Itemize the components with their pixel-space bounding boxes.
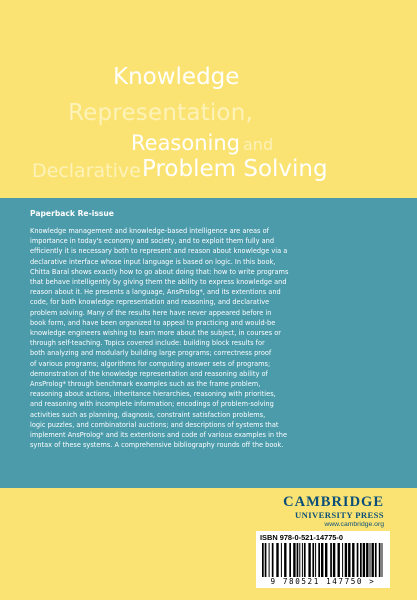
description-line: code, for both knowledge representation and reasoning, and declarative (30, 298, 270, 307)
publisher-logo (283, 495, 384, 530)
title-knowledge: Knowledge (113, 64, 240, 90)
description-line: syntax of these systems. A comprehensive bibliography rounds off the book. (30, 441, 284, 450)
description-line: of various programs; algorithms for computing answer sets of programs; (30, 359, 271, 368)
description-line: reasoning about actions, inheritance hierarchies, reasoning with priorities, (30, 390, 276, 399)
book-description (30, 226, 400, 450)
barcode-panel (256, 531, 390, 588)
publisher-url: www.cambridge.org (324, 521, 384, 528)
description-line: importance in today's economy and society, and to exploit them fully and (30, 237, 275, 246)
description-line: that behave intelligently by giving them the ability to express knowledge and (30, 278, 287, 287)
description-line: book form, and have been organized to appeal to practicing and would-be (30, 318, 276, 327)
isbn-text: ISBN 978-0-521-14775-0 (260, 533, 343, 542)
title-area (0, 0, 417, 198)
title-declarative: Declarative (32, 160, 141, 182)
description-line: AnsProlog* through benchmark examples such as the frame problem, (30, 380, 261, 389)
description-line: and reasoning with incomplete information; encodings of problem-solving (30, 400, 274, 409)
title-and: and (243, 135, 274, 154)
barcode-icon (260, 543, 386, 577)
barcode-digits: 9 780521 147750 > (270, 577, 376, 586)
description-line: through self-teaching. Topics covered include: building block results for (30, 339, 265, 348)
reissue-label: Paperback Re-issue (30, 209, 114, 218)
publisher-name: CAMBRIDGE (283, 494, 384, 510)
description-line: demonstration of the knowledge representation and reasoning ability of (30, 369, 268, 378)
description-line: implement AnsProlog* and its extentions and code of various examples in the (30, 431, 287, 440)
description-line: Chitta Baral shows exactly how to go about doing that: how to write programs (30, 267, 289, 276)
publisher-subtitle: UNIVERSITY PRESS (295, 510, 384, 520)
description-line: declarative interface whose input language is based on logic. In this book, (30, 257, 276, 266)
description-line: efficiently it is necessary both to represent and reason about knowledge via a (30, 247, 288, 256)
description-line: Knowledge management and knowledge-based intelligence are areas of (30, 227, 269, 235)
description-line: both analyzing and modularly building large programs; correctness proof (30, 349, 272, 358)
description-line: activities such as planning, diagnosis, constraint satisfaction problems, (30, 410, 266, 419)
title-problem-solving: Problem Solving (142, 156, 328, 182)
description-line: logic puzzles, and combinatorial auctions; and descriptions of systems that (30, 420, 279, 429)
title-representation: Representation, (68, 100, 253, 126)
description-line: problem solving. Many of the results here have never appeared before in (30, 308, 272, 317)
description-line: reason about it. He presents a language, AnsProlog*, and its extentions and (30, 288, 281, 297)
title-reasoning: Reasoning (131, 131, 241, 155)
description-line: knowledge engineers wishing to learn more about the subject, in courses or (30, 329, 282, 338)
